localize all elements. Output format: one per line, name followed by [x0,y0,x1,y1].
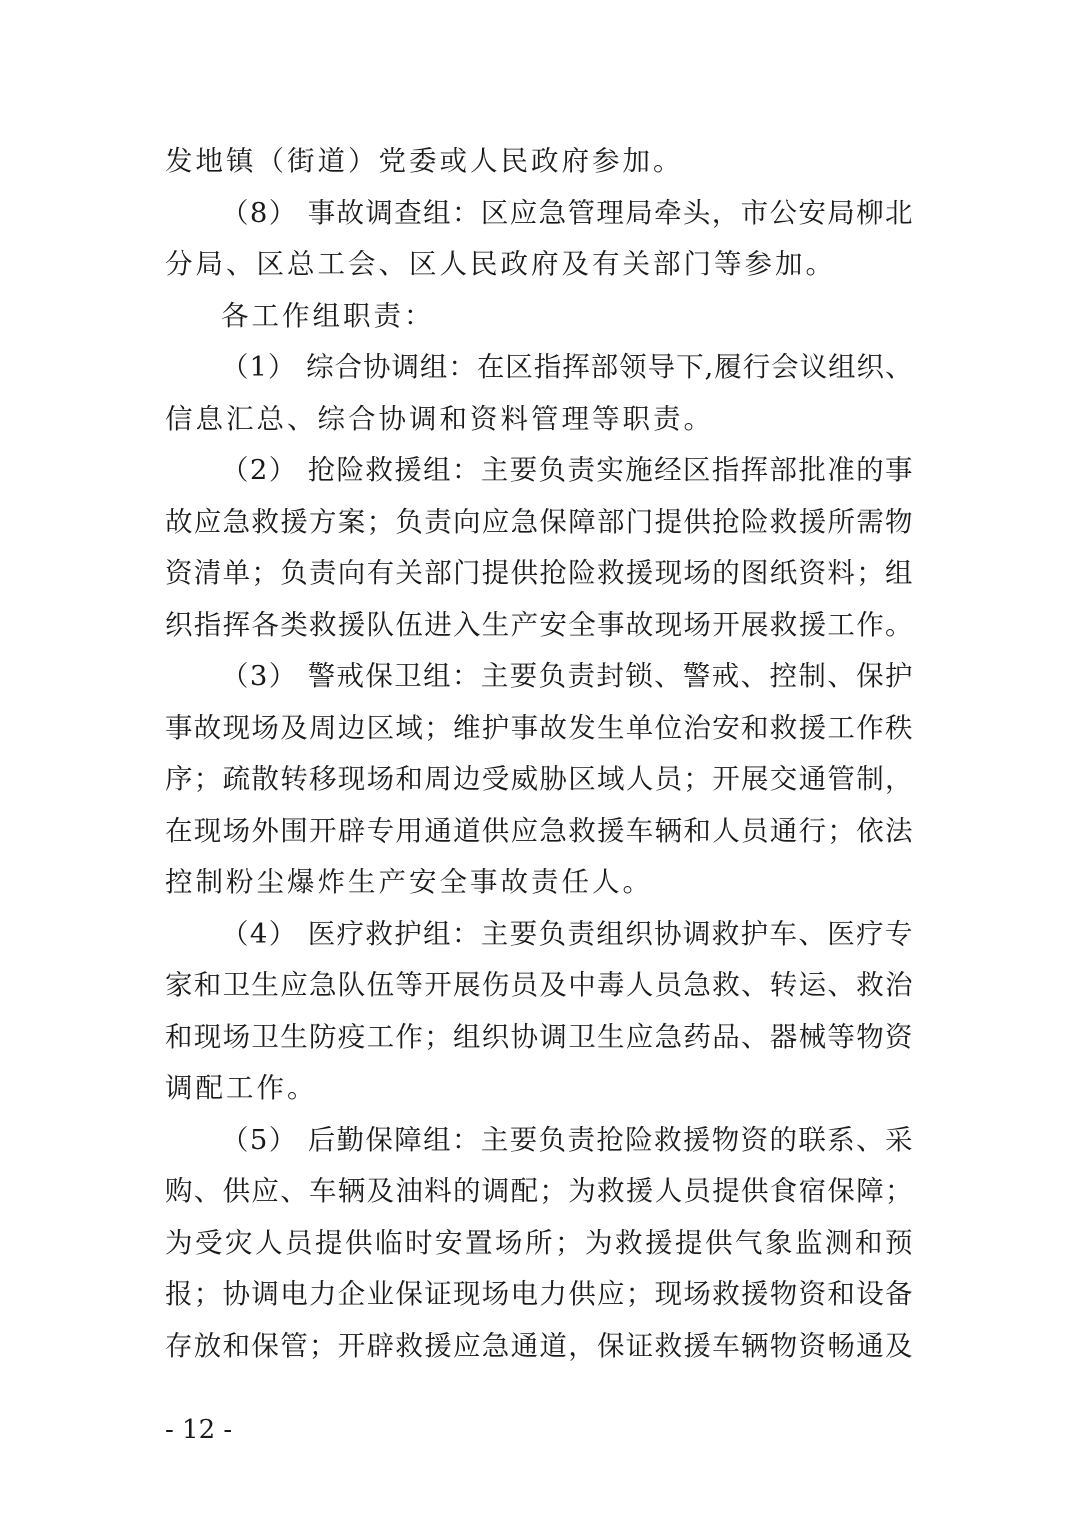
text-line: 报；协调电力企业保证现场电力供应；现场救援物资和设备 [165,1278,913,1310]
text-line: 事故现场及周边区域；维护事故发生单位治安和救援工作秩 [165,711,913,744]
text-line: （2） 抢险救援组：主要负责实施经区指挥部批准的事 [221,454,913,486]
text-line: 资清单；负责向有关部门提供抢险救援现场的图纸资料；组 [165,557,913,589]
page-number: - 12 - [165,1415,233,1445]
text-line: 存放和保管；开辟救援应急通道，保证救援车辆物资畅通及 [165,1329,913,1362]
text-line: 在现场外围开辟专用通道供应急救援车辆和人员通行；依法 [165,814,913,847]
text-line: 分局、区总工会、区人民政府及有关部门等参加。 [165,248,836,280]
text-line: 发地镇（街道）党委或人民政府参加。 [165,145,684,177]
text-line: 购、供应、车辆及油料的调配；为救援人员提供食宿保障； [165,1175,913,1207]
text-line: （4） 医疗救护组：主要负责组织协调救护车、医疗专 [221,917,913,950]
text-line: （5） 后勤保障组：主要负责抢险救援物资的联系、采 [221,1123,913,1156]
body-text [165,136,913,1372]
text-line: 为受灾人员提供临时安置场所；为救援提供气象监测和预 [165,1226,913,1259]
text-line: 控制粉尘爆炸生产安全事故责任人。 [165,866,653,898]
text-line: （3） 警戒保卫组：主要负责封锁、警戒、控制、保护 [221,660,913,692]
text-line: 信息汇总、综合协调和资料管理等职责。 [165,402,714,435]
text-line: 和现场卫生防疫工作；组织协调卫生应急药品、器械等物资 [165,1020,913,1053]
text-line: （8） 事故调查组：区应急管理局牵头，市公安局柳北 [221,196,913,229]
text-line: 织指挥各类救援队伍进入生产安全事故现场开展救援工作。 [165,608,913,641]
text-line: 家和卫生应急队伍等开展伤员及中毒人员急救、转运、救治 [165,969,913,1001]
text-line: 故应急救援方案；负责向应急保障部门提供抢险救援所需物 [165,505,913,538]
text-line: （1） 综合协调组：在区指挥部领导下,履行会议组织、 [221,351,913,383]
text-line: 调配工作。 [165,1072,318,1104]
text-line: 各工作组职责： [221,299,435,332]
text-line: 序；疏散转移现场和周边受威胁区域人员；开展交通管制， [165,763,913,795]
